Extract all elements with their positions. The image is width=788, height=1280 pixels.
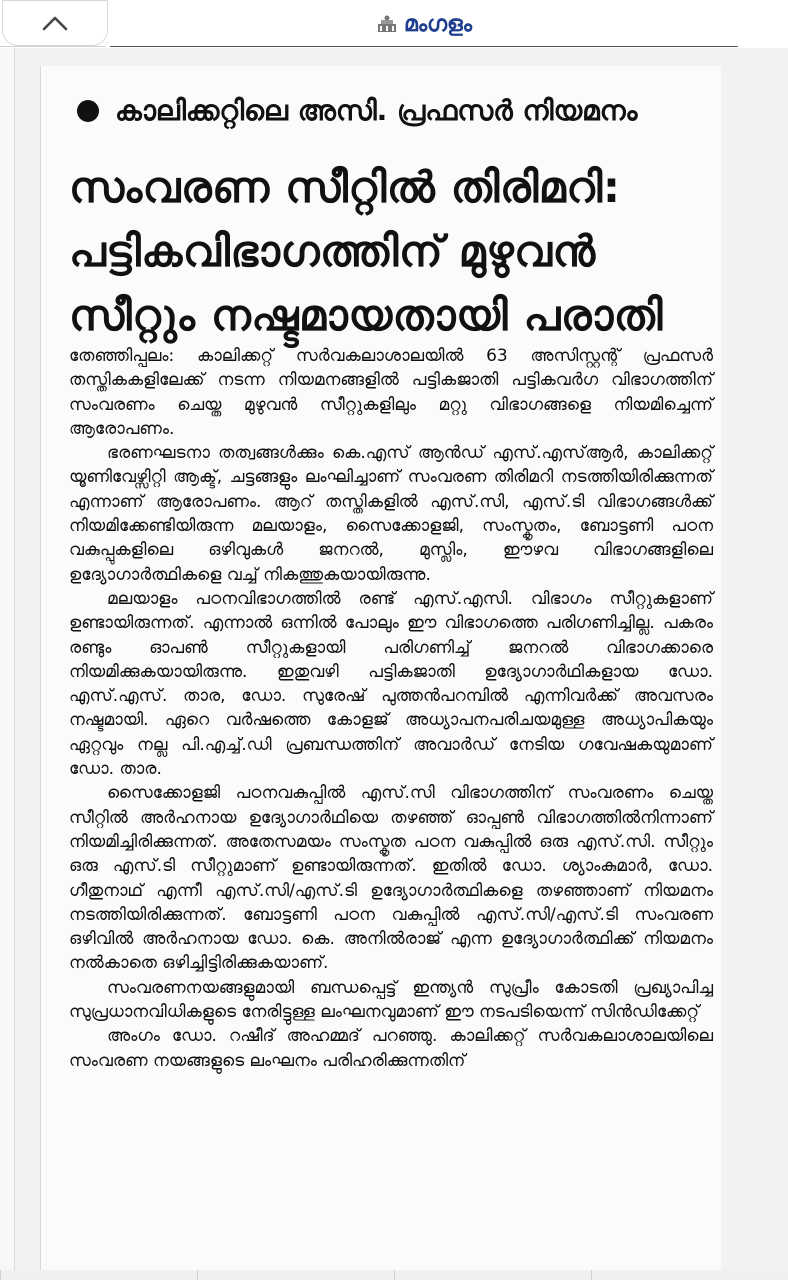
kicker-text: കാലിക്കറ്റിലെ അസി. പ്രഫസർ നിയമനം bbox=[115, 94, 638, 127]
article-paragraph: ഭരണഘടനാ തത്വങ്ങൾക്കും കെ.എസ് ആൻഡ് എസ്.എസ്ആർ, കാലിക്കറ്റ് യൂണിവേഴ്സിറ്റി ആക്ട്, ചട്ടങ്ങളും ലംഘിച്ചാണ് സംവരണ തിരിമറി നടത്തിയിരിക്കുന്നത് എന്നാണ് ആരോപണം. ആറ് തസ്തികളിൽ എസ്.സി, എസ്.ടി വിഭാഗങ്ങൾക്ക് നിയമിക്കേണ്ടിയിരുന്ന മലയാളം, സൈക്കോളജി, സംസ്കൃതം, ബോട്ടണി പഠന വകുപ്പുകളിലെ ഒഴിവുകൾ ജനറൽ, മുസ്ലിം, ഈഴവ വിഭാഗങ്ങളിലെ ഉദ്യോഗാർത്ഥികളെ വച്ച് നികത്തുകയായിരുന്നു. bbox=[69, 443, 713, 585]
article-paragraph: മലയാളം പഠനവിഭാഗത്തിൽ രണ്ട് എസ്.എസി. വിഭാഗം സീറ്റുകളാണ് ഉണ്ടായിരുന്നത്. എന്നാൽ ഒന്നിൽ പോലും ഈ വിഭാഗത്തെ പരിഗണിച്ചില്ല. പകരം രണ്ടും ഓപൺ സീറ്റുകളായി പരിഗണിച്ച് ജനറൽ വിഭാഗക്കാരെ നിയമിക്കുകയായിരുന്നു. ഇതുവഴി പട്ടികജാതി ഉദ്യോഗാർഥികളായ ഡോ. എസ്.എസ്. താര, ഡോ. സുരേഷ് പുത്തൻപറമ്പിൽ എന്നിവർക്ക് അവസരം നഷ്ടമായി. ഏറെ വർഷത്തെ കോളജ് അധ്യാപനപരിചയമുള്ള അധ്യാപികയും ഏറ്റവും നല്ല പി.എച്ച്.ഡി പ്രബന്ധത്തിന് അവാർഡ് നേടിയ ഗവേഷകയുമാണ് ഡോ. താര. bbox=[69, 588, 713, 780]
collapse-button[interactable] bbox=[2, 0, 108, 46]
masthead-logo-text: മംഗളം bbox=[404, 11, 472, 37]
divider bbox=[110, 46, 738, 47]
article-kicker bbox=[77, 86, 717, 136]
masthead bbox=[110, 0, 738, 48]
right-gutter bbox=[738, 48, 788, 1280]
article-paragraph: സംവരണനയങ്ങളുമായി ബന്ധപ്പെട്ട് ഇന്ത്യൻ സുപ്രീം കോടതി പ്രഖ്യാപിച്ച സുപ്രധാനവിധികളുടെ നേരിട്ടുള്ള ലംഘനവുമാണ് ഈ നടപടിയെന്ന് സിൻഡിക്കേറ്റ് bbox=[69, 977, 713, 1023]
article-paragraph: അംഗം ഡോ. റഷീദ് അഹമ്മദ് പറഞ്ഞു. കാലിക്കറ്റ് സർവകലാശാലയിലെ സംവരണ നയങ്ങളുടെ ലംഘനം പരിഹരിക്കുന്നതിന് bbox=[69, 1026, 713, 1071]
news-clipping bbox=[40, 66, 721, 1280]
article-paragraph: സൈക്കോളജി പഠനവകുപ്പിൽ എസ്.സി വിഭാഗത്തിന് സംവരണം ചെയ്ത സീറ്റിൽ അർഹനായ ഉദ്യോഗാർഥിയെ തഴഞ്ഞ് ഓപ്പൺ വിഭാഗത്തിൽനിന്നാണ് നിയമിച്ചിരിക്കുന്നത്. അതേസമയം സംസ്കൃത പഠന വകുപ്പിൽ ഒരു എസ്.സി. സീറ്റും ഒരു എസ്.ടി സീറ്റുമാണ് ഉണ്ടായിരുന്നത്. ഇതിൽ ഡോ. ശ്യാംകുമാർ, ഡോ. ഗീതുനാഥ് എന്നീ എസ്.സി/എസ്.ടി ഉദ്യോഗാർത്ഥികളെ തഴഞ്ഞാണ് നിയമനം നടത്തിയിരിക്കുന്നത്. ബോട്ടണി പഠന വകുപ്പിൽ എസ്.സി/എസ്.ടി സംവരണ ഒഴിവിൽ അർഹനായ ഡോ. കെ. അനിൽരാജ് എന്ന ഉദ്യോഗാർത്ഥിക്ക് നിയമനം നൽകാതെ ഒഴിച്ചിട്ടിരിക്കുകയാണ്. bbox=[69, 783, 713, 974]
bottom-strip bbox=[0, 1270, 788, 1280]
headline-line: സംവരണ സീറ്റിൽ തിരിമറി: bbox=[69, 163, 621, 213]
bottom-strip-segment bbox=[394, 1270, 591, 1280]
bottom-strip-segment bbox=[197, 1270, 394, 1280]
divider bbox=[0, 46, 106, 47]
left-edge bbox=[0, 48, 15, 1280]
bullet-icon bbox=[77, 100, 99, 122]
article-paragraph: തേഞ്ഞിപ്പലം: കാലിക്കറ്റ് സർവകലാശാലയിൽ 63 അസിസ്റ്റന്റ് പ്രഫസർ തസ്തികകളിലേക്ക് നടന്ന നിയമനങ്ങളിൽ പട്ടികജാതി പട്ടികവർഗ വിഭാഗത്തിന് സംവരണം ചെയ്ത മുഴുവൻ സീറ്റുകളിലും മറ്റു വിഭാഗങ്ങളെ നിയമിച്ചെന്ന് ആരോപണം. bbox=[69, 346, 713, 439]
chevron-up-icon bbox=[41, 14, 69, 32]
article-body bbox=[69, 344, 713, 1073]
headline-line: സീറ്റും നഷ്ടമായതായി പരാതി bbox=[69, 291, 663, 341]
article-headline bbox=[69, 156, 719, 348]
bottom-strip-segment bbox=[0, 1270, 197, 1280]
logo-emblem-icon bbox=[376, 13, 398, 35]
headline-line: പട്ടികവിഭാഗത്തിന് മുഴുവൻ bbox=[69, 227, 596, 277]
bottom-strip-segment bbox=[591, 1270, 788, 1280]
top-bar bbox=[0, 0, 788, 48]
